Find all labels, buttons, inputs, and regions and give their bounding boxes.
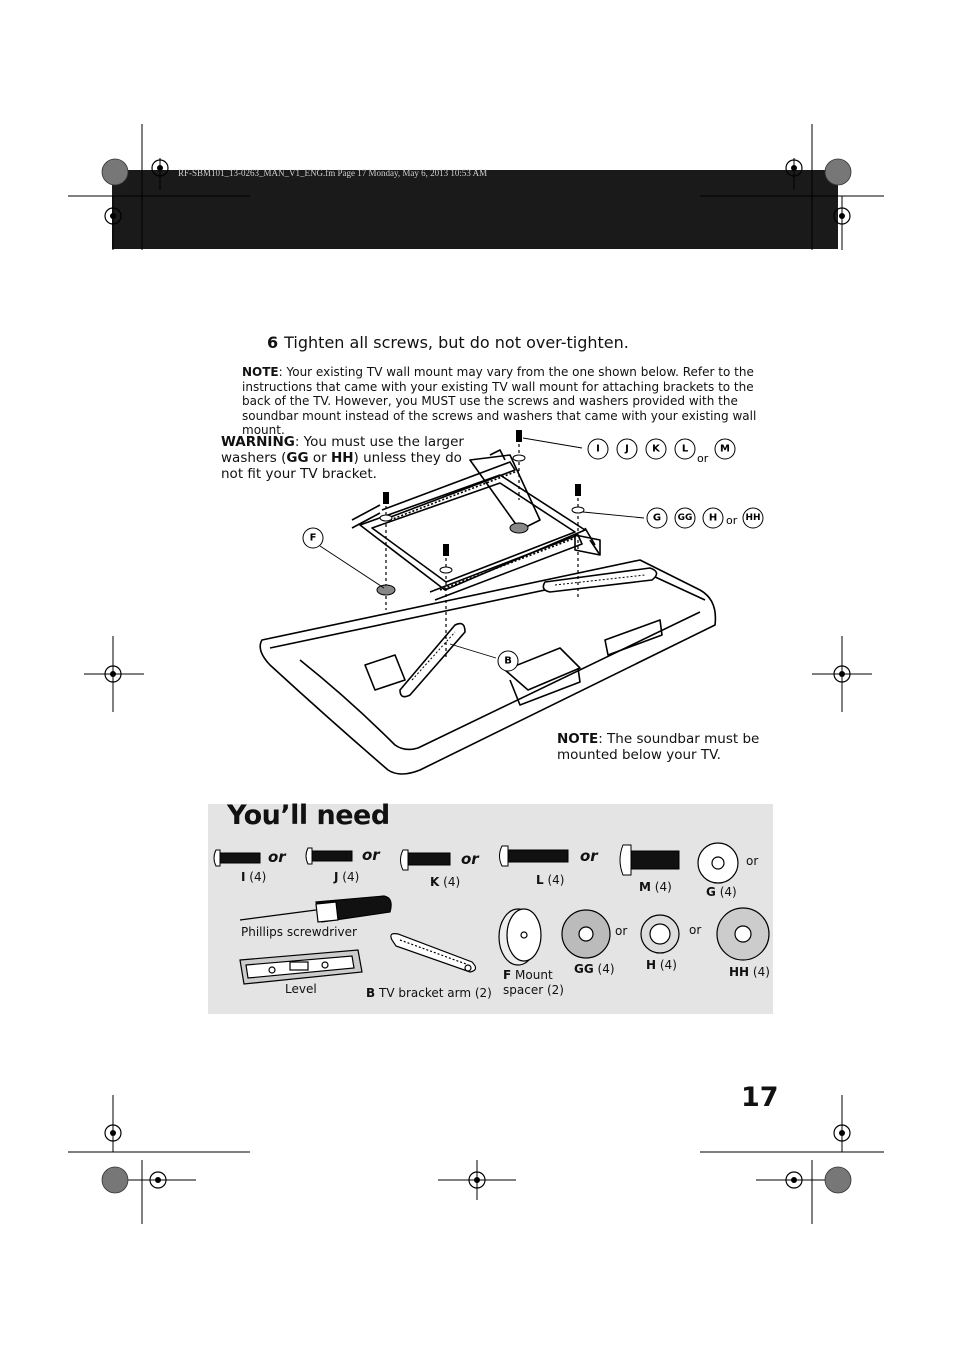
or-m-g: or [746,854,759,868]
caption-l [536,873,564,887]
caption-hh-qty: (4) [752,965,770,979]
caption-f [503,968,564,998]
callout-screws-or: or [697,452,709,465]
warning-or: or [308,450,331,466]
youll-need-title: You’ll need [227,800,390,831]
caption-h-qty: (4) [659,958,677,972]
callout-m: M [720,443,730,455]
callout-i: I [596,443,600,455]
step-number: 6 [267,333,279,352]
caption-h [646,958,677,972]
screw-i-icon [214,850,260,866]
note-label: NOTE [242,365,279,379]
caption-gg [574,962,615,976]
caption-hh [729,965,770,979]
caption-b [366,986,492,1000]
caption-b-text: TV bracket arm (2) [378,986,492,1000]
warning-text-a: : You must use the larger washers ( [221,434,464,466]
callout-h: H [708,512,718,524]
callout-f: F [309,532,317,544]
tv-bracket-arm-icon [391,934,476,972]
caption-f-letter: F [503,968,512,982]
step-text: Tighten all screws, but do not over-tighten. [284,333,629,352]
callout-b: B [504,655,512,667]
caption-screwdriver: Phillips screwdriver [241,925,357,939]
or-j-k: or [362,846,380,864]
callout-j: J [625,443,629,455]
phillips-screwdriver-icon [240,896,391,922]
file-slug: RF-SBM101_13-0263_MAN_V1_ENG.fm Page 17 Monday, May 6, 2013 10:53 AM [178,168,488,178]
note-text: : Your existing TV wall mount may vary from the one shown below. Refer to the instructions that came with your existing TV wall mount for attaching brackets to the back of the TV. However, you MUST use the screws and washers provided with the soundbar mount instead of the screws and washers that came with your existing wall mount. [242,365,757,438]
or-i-j: or [268,848,286,866]
screw-j-icon [306,848,352,864]
caption-k [430,875,460,889]
screw-k-icon [401,850,451,870]
caption-j-letter: J [334,870,339,884]
callout-hh: HH [745,513,761,523]
caption-gg-qty: (4) [597,962,615,976]
screw-l-icon [500,846,569,866]
caption-i [241,870,266,884]
level-icon [240,950,362,984]
caption-level: Level [285,982,317,996]
mount-spacer-icon [499,909,541,965]
callout-washers-or: or [726,514,738,527]
caption-j [334,870,359,884]
note2-text: : The soundbar must be mounted below your TV. [557,731,760,763]
caption-l-letter: L [536,873,544,887]
caption-m-qty: (4) [654,880,672,894]
caption-gg-letter: GG [574,962,594,976]
caption-l-qty: (4) [547,873,565,887]
warning-hh: HH [330,450,354,466]
callout-g: G [652,512,662,524]
caption-g-qty: (4) [719,885,737,899]
callout-k: K [652,443,660,455]
caption-f-text-b: spacer (2) [503,983,564,997]
caption-f-text-a: Mount [515,968,553,982]
caption-g-letter: G [706,885,716,899]
page-number: 17 [741,1082,779,1113]
callout-gg: GG [677,513,693,523]
or-l-m: or [580,847,598,865]
caption-i-letter: I [241,870,246,884]
caption-j-qty: (4) [342,870,360,884]
warning-label: WARNING [221,434,295,450]
caption-hh-letter: HH [729,965,750,979]
note2-label: NOTE [557,731,599,747]
caption-i-qty: (4) [249,870,267,884]
or-h-hh: or [689,923,702,937]
or-k-l: or [461,850,479,868]
warning-gg: GG [286,450,309,466]
warning-text-b: ) unless they do not fit your TV bracket. [221,450,462,482]
caption-h-letter: H [646,958,657,972]
caption-m [639,880,672,894]
caption-k-letter: K [430,875,440,889]
callout-l: L [681,443,689,455]
or-gg-h: or [615,924,628,938]
caption-k-qty: (4) [443,875,461,889]
screw-m-icon [620,845,679,875]
caption-b-letter: B [366,986,376,1000]
caption-g [706,885,737,899]
caption-m-letter: M [639,880,651,894]
